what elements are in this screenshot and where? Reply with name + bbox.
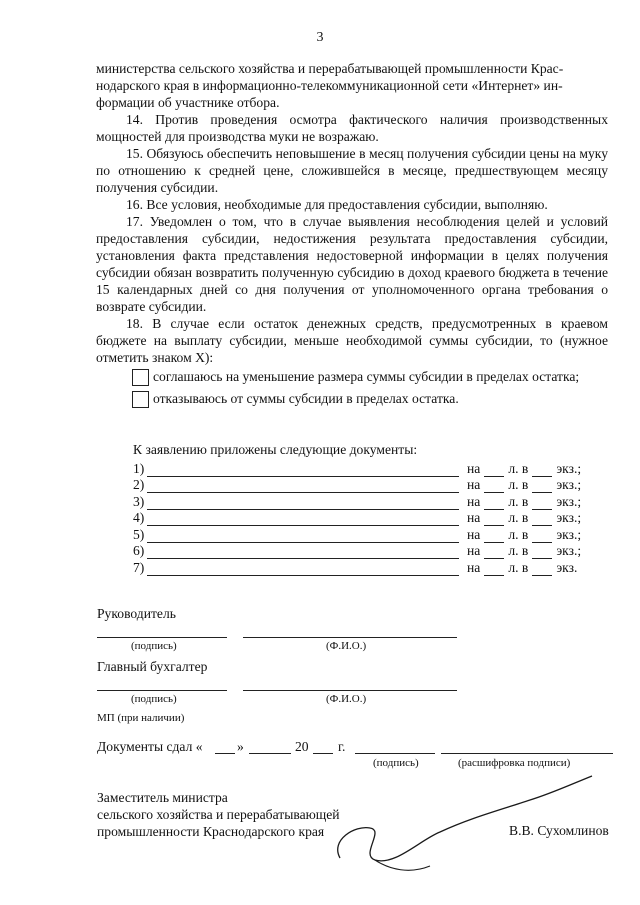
copies-field[interactable] [532, 479, 552, 493]
attachment-row [133, 510, 603, 527]
sheets-label: л. в [508, 493, 529, 509]
agree-checkbox[interactable] [132, 369, 149, 386]
head-fio-caption: (Ф.И.О.) [326, 640, 367, 652]
copies-field[interactable] [532, 562, 552, 576]
na-label: на [467, 510, 481, 525]
head-fio-line[interactable] [243, 637, 457, 638]
sheets-field[interactable] [484, 496, 504, 510]
attachment-row [133, 526, 603, 543]
deputy-line-2: сельского хозяйства и перерабатывающей [97, 807, 340, 822]
head-sign-caption: (подпись) [131, 640, 177, 652]
refuse-checkbox[interactable] [132, 391, 149, 408]
sheets-field[interactable] [484, 562, 504, 576]
document-name-field[interactable] [147, 545, 459, 559]
na-label: на [467, 543, 481, 558]
sheets-field[interactable] [484, 529, 504, 543]
attachments-header: К заявлению приложены следующие документы: [133, 442, 418, 457]
sheets-field[interactable] [484, 512, 504, 526]
paragraph-15: 15. Обязуюсь обеспечить неповышение в месяц получения субсидии цены на муку по отношению к средней цене, сложившейся в месяце, предшествующем месяцу получения субсидии. [96, 146, 608, 195]
na-label: на [467, 526, 481, 542]
row-number: 2) [133, 477, 145, 492]
submitted-prefix: Документы сдал « [97, 739, 203, 754]
option-refuse-label: отказываюсь от суммы субсидии в пределах остатка. [153, 391, 459, 406]
document-name-field[interactable] [147, 463, 459, 477]
sheets-field[interactable] [484, 545, 504, 559]
accountant-signature-line[interactable] [97, 690, 227, 691]
row-number: 4) [133, 510, 145, 525]
body-text [96, 60, 608, 408]
sheets-label: л. в [508, 543, 529, 558]
page-number: 3 [316, 30, 324, 45]
copies-label: экз. [556, 559, 578, 575]
sheets-field[interactable] [484, 463, 504, 477]
submitted-year-field[interactable] [313, 753, 333, 754]
copies-label: экз.; [556, 543, 582, 558]
sheets-label: л. в [508, 526, 529, 542]
accountant-fio-caption: (Ф.И.О.) [326, 693, 367, 705]
head-title: Руководитель [97, 606, 176, 621]
option-agree-label: соглашаюсь на уменьшение размера суммы субсидии в пределах остатка; [153, 369, 580, 384]
submitted-year-prefix: 20 [295, 739, 309, 754]
na-label: на [467, 493, 481, 509]
submitted-sign-caption: (подпись) [373, 757, 419, 769]
paragraph-13-line-3: формации об участнике отбора. [96, 95, 280, 110]
deputy-line-3: промышленности Краснодарского края [97, 824, 325, 839]
sheets-label: л. в [508, 460, 529, 476]
copies-label: экз.; [556, 510, 582, 525]
accountant-sign-caption: (подпись) [131, 693, 177, 705]
na-label: на [467, 559, 481, 575]
na-label: на [467, 460, 481, 476]
attachment-row [133, 559, 603, 576]
copies-field[interactable] [532, 496, 552, 510]
copies-field[interactable] [532, 512, 552, 526]
paragraph-13-line-1: министерства сельского хозяйства и перерабатывающей промышленности Крас- [96, 61, 564, 76]
row-number: 1) [133, 460, 145, 476]
copies-field[interactable] [532, 463, 552, 477]
attachments-list [133, 442, 603, 576]
copies-field[interactable] [532, 545, 552, 559]
submitted-day-field[interactable] [215, 753, 235, 754]
submitted-g: г. [338, 739, 346, 754]
submitted-line [97, 739, 617, 759]
copies-label: экз.; [556, 493, 582, 509]
paragraph-14: 14. Против проведения осмотра фактического наличия производственных мощностей для производства муки не возражаю. [96, 112, 608, 144]
document-name-field[interactable] [147, 496, 459, 510]
sheets-label: л. в [508, 477, 529, 492]
paragraph-18: 18. В случае если остаток денежных средств, предусмотренных в краевом бюджете на выплату субсидии, меньше необходимой суммы субсидии, то (нужное отметить знаком Х): [96, 316, 608, 365]
submitted-month-field[interactable] [249, 753, 291, 754]
copies-field[interactable] [532, 529, 552, 543]
submitted-transcript-line[interactable] [441, 753, 613, 754]
handwritten-signature-icon [300, 770, 620, 890]
attachment-row [133, 460, 603, 477]
attachment-row [133, 543, 603, 560]
paragraph-17: 17. Уведомлен о том, что в случае выявления несоблюдения целей и условий предоставления субсидии, недостижения результата предоставления субсидии, установления факта представления недостоверной информации в целях получения субсидии обязан возвратить полученную субсидию в доход краевого бюджета в течение 15 календарных дней со дня получения от уполномоченного органа требования о возврате субсидии. [96, 214, 608, 314]
submitted-close-quote: » [237, 739, 244, 754]
copies-label: экз.; [556, 526, 582, 542]
submitted-signature-line[interactable] [355, 753, 435, 754]
row-number: 5) [133, 526, 145, 542]
document-name-field[interactable] [147, 529, 459, 543]
stamp-place: МП (при наличии) [97, 712, 185, 724]
row-number: 3) [133, 493, 145, 509]
document-name-field[interactable] [147, 512, 459, 526]
attachment-row [133, 493, 603, 510]
option-refuse [132, 390, 608, 408]
paragraph-16: 16. Все условия, необходимые для предоставления субсидии, выполняю. [126, 197, 548, 212]
deputy-line-1: Заместитель министра [97, 790, 228, 805]
row-number: 6) [133, 543, 145, 558]
na-label: на [467, 477, 481, 492]
deputy-name: В.В. Сухомлинов [509, 823, 609, 838]
head-signature-line[interactable] [97, 637, 227, 638]
copies-label: экз.; [556, 477, 582, 492]
submitted-transcript-caption: (расшифровка подписи) [458, 757, 571, 769]
accountant-fio-line[interactable] [243, 690, 457, 691]
row-number: 7) [133, 559, 145, 575]
attachment-row [133, 477, 603, 494]
copies-label: экз.; [556, 460, 582, 476]
paragraph-13-line-2: нодарского края в информационно-телекоммуникационной сети «Интернет» ин- [96, 78, 563, 93]
sheets-label: л. в [508, 510, 529, 525]
option-agree [132, 368, 608, 386]
document-name-field[interactable] [147, 479, 459, 493]
accountant-title: Главный бухгалтер [97, 659, 208, 674]
document-name-field[interactable] [147, 562, 459, 576]
sheets-label: л. в [508, 559, 529, 575]
sheets-field[interactable] [484, 479, 504, 493]
